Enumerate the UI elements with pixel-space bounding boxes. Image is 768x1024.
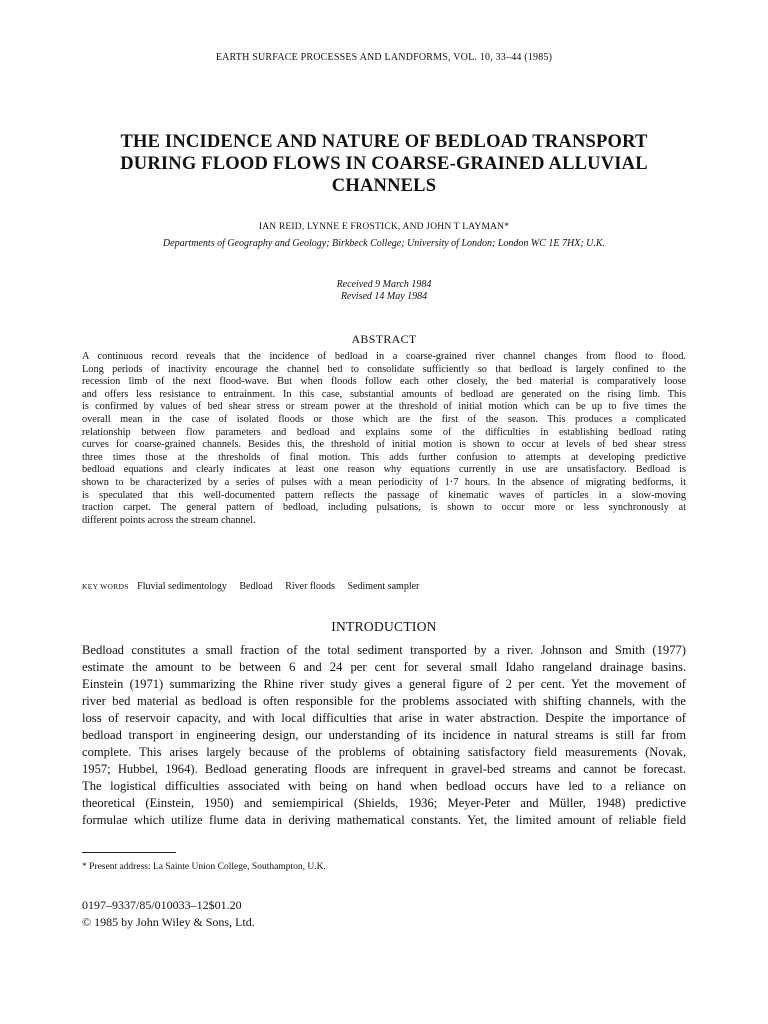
paper-title	[60, 131, 708, 197]
body-line: 1957; Hubbel, 1964). Bedload generating floods are infrequent in gravel-bed streams and cannot be forecast.	[82, 762, 686, 776]
title-line: THE INCIDENCE AND NATURE OF BEDLOAD TRANSPORT	[120, 132, 648, 152]
body-line: bedload transport in engineering design, our understanding of its incidence in natural streams is still far from	[82, 728, 686, 742]
keyword: Bedload	[239, 581, 273, 592]
body-line: The logistical difficulties associated with being on hand when bedload occurs have led to a reliance on	[82, 779, 686, 793]
footnote-divider	[82, 852, 176, 853]
abstract-heading: ABSTRACT	[351, 332, 417, 346]
abstract-line: curves for coarse-grained channels. Besides this, the threshold of initial motion is shown to occur at levels of bed shear stress	[82, 439, 686, 451]
abstract-line: shown to be characterized by a series of pulses with a mean periodicity of 1·7 hours. In the absence of migrating bedforms, it	[82, 476, 686, 488]
footnote: * Present address: La Sainte Union College, Southampton, U.K.	[82, 862, 326, 872]
affiliation: Departments of Geography and Geology; Birkbeck College; University of London; London WC 1E 7HX; U.K.	[162, 238, 606, 249]
abstract-line: recession limb of the next flood-wave. But when floods follow each other closely, the bed material is comparatively loose	[82, 376, 686, 388]
body-line: complete. This arises largely because of the problems of obtaining satisfactory field measurements (Novak,	[82, 745, 686, 759]
introduction-body	[82, 642, 686, 829]
abstract-line: is confirmed by values of bed shear stress or stream power at the threshold of initial motion which can be up to five times the	[82, 401, 686, 413]
abstract-line: bedload equations and clearly indicates at least one reason why equations currently in use are unsatisfactory. Bedload is	[82, 464, 686, 476]
body-line: formulae which utilize flume data in deriving mathematical constants. Yet, the limited amount of reliable field	[82, 813, 686, 827]
abstract-line: relationship between flow parameters and bedload and explains some of the difficulties in establishing bedload rating	[82, 426, 686, 438]
body-line: loss of reservoir capacity, and with local difficulties that arise in water abstraction. Despite the importance of	[82, 711, 686, 725]
abstract-line: three times those at the thresholds of final motion. This adds further confusion to attempts at developing predictive	[82, 451, 686, 463]
keyword: Sediment sampler	[347, 581, 420, 592]
body-line: Bedload constitutes a small fraction of the total sediment transported by a river. Johnson and Smith (1977)	[82, 643, 686, 657]
body-line: estimate the amount to be between 6 and 24 per cent for several small Idaho rangeland drainage basins.	[82, 660, 686, 674]
abstract-line: A continuous record reveals that the incidence of bedload in a coarse-grained river channel changes from flood to flood.	[82, 351, 686, 362]
keyword: Fluvial sedimentology	[137, 581, 227, 592]
body-line: theoretical (Einstein, 1950) and semiempirical (Shields, 1936; Meyer-Peter and Müller, 1948) predictive	[82, 796, 686, 810]
abstract-line: is speculated that this well-documented pattern reflects the passage of kinematic waves of particles in a slow-moving	[82, 489, 686, 501]
keyword: River floods	[285, 581, 335, 592]
received-date: Received 9 March 1984	[336, 279, 432, 290]
copyright-notice: © 1985 by John Wiley & Sons, Ltd.	[82, 915, 255, 929]
abstract-line: different points across the stream channel.	[82, 514, 256, 526]
body-line: river bed material as bedload is often responsible for the problems associated with shifting channels, with the	[82, 694, 686, 708]
body-line: Einstein (1971) summarizing the Rhine river study gives a general figure of 2 per cent. Yet the movement of	[82, 677, 686, 691]
abstract-line: Long periods of inactivity encourage the channel bed to consolidate sufficiently so that bedload is largely confined to the	[82, 363, 686, 375]
keywords	[82, 581, 686, 592]
introduction-heading: INTRODUCTION	[331, 619, 437, 634]
abstract-line: overall mean in the case of isolated floods or those which are the first of the season. This produces a complicated	[82, 413, 686, 425]
journal-header: EARTH SURFACE PROCESSES AND LANDFORMS, VOL. 10, 33–44 (1985)	[215, 52, 553, 63]
abstract-body	[82, 351, 686, 527]
title-line: DURING FLOOD FLOWS IN COARSE-GRAINED ALLUVIAL	[120, 154, 648, 174]
author-list: IAN REID, LYNNE E FROSTICK, AND JOHN T LAYMAN*	[258, 222, 510, 232]
abstract-line: traction carpet. The general pattern of bedload, including pulsations, is shown to occur more or less synchronously at	[82, 502, 686, 514]
submission-dates	[0, 279, 768, 303]
keywords-label: KEY WORDS	[82, 582, 129, 591]
abstract-line: and offers less resistance to entrainment. In this case, substantial amounts of bedload are generated on the rising limb. This	[82, 388, 686, 400]
revised-date: Revised 14 May 1984	[340, 291, 428, 302]
title-line: CHANNELS	[331, 176, 437, 196]
issn-code: 0197–9337/85/010033–12$01.20	[82, 898, 242, 912]
